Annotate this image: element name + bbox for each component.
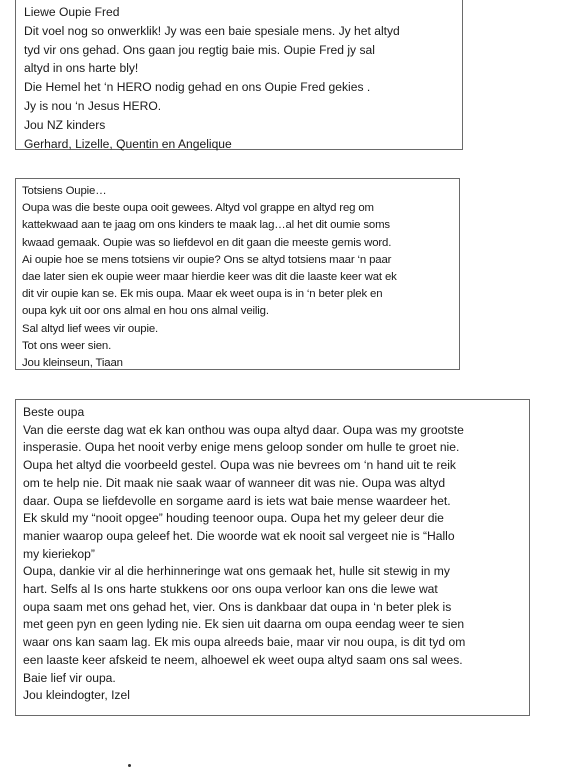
note-line: oupa saam met ons gehad het, vier. Ons is dankbaar dat oupa in ‘n beter plek is	[23, 599, 452, 614]
note-line: om te help nie. Dit maak nie saak waar of wanneer dit was nie. Oupa was altyd	[23, 475, 446, 490]
scan-speck	[128, 764, 131, 767]
note-line: kwaad gemaak. Oupie was so liefdevol en dit gaan die meeste gemis word.	[22, 236, 392, 249]
note-line: hart. Selfs al Is ons harte stukkens oor ons oupa verloor kan ons die lewe wat	[23, 582, 438, 597]
note-signature: Jou kleinseun, Tiaan	[22, 357, 123, 370]
note-line: Oupa was die beste oupa ooit gewees. Altyd vol grappe en altyd reg om	[22, 202, 374, 215]
note-line: oupa kyk uit oor ons almal en hou ons almal veilig.	[22, 305, 269, 318]
note-line: Oupa, dankie vir al die herhinneringe wat ons gemaak het, hulle sit stewig in my	[23, 564, 450, 579]
note-line: Oupa het altyd die voorbeeld gestel. Oupa was nie bevrees om ‘n hand uit te reik	[23, 458, 456, 473]
note-line: Tot ons weer sien.	[22, 339, 112, 352]
note-line: Ek skuld my “nooit opgee” houding teenoor oupa. Oupa het my geleer deur die	[23, 511, 444, 526]
note-line: een laaste keer afskeid te neem, alhoewel ek weet oupa altyd saam ons sal wees.	[23, 652, 463, 667]
note-line: my kieriekop”	[23, 546, 95, 561]
note-line: manier waarop oupa geleef het. Die woorde wat ek nooit sal vergeet nie is “Hallo	[23, 528, 455, 543]
note-line: Dit voel nog so onwerklik! Jy was een baie spesiale mens. Jy het altyd	[24, 23, 400, 38]
note-line: altyd in ons harte bly!	[24, 61, 139, 76]
note-greeting: Liewe Oupie Fred	[24, 5, 120, 19]
note-line: waar ons kan saam lag. Ek mis oupa alreeds baie, maar vir nou oupa, is dit tyd om	[23, 635, 466, 650]
note-line: Baie lief vir oupa.	[23, 670, 116, 685]
note-line: daar. Oupa se liefdevolle en sorgame aard is iets wat baie mense waardeer het.	[23, 493, 451, 508]
note-greeting: Totsiens Oupie…	[22, 185, 107, 197]
note-line: Jou NZ kinders	[24, 117, 106, 132]
note-line: Die Hemel het ‘n HERO nodig gehad en ons Oupie Fred gekies .	[24, 80, 371, 95]
note-line: Jy is nou ‘n Jesus HERO.	[24, 98, 162, 113]
note-line: Ai oupie hoe se mens totsiens vir oupie? Ons se altyd totsiens maar ‘n paar	[22, 253, 392, 266]
note-line: Van die eerste dag wat ek kan onthou was oupa altyd daar. Oupa was my grootste	[23, 422, 464, 437]
tribute-box-izel	[15, 399, 530, 716]
note-line: Sal altyd lief wees vir oupie.	[22, 322, 159, 335]
note-line: met geen pyn en geen lyding nie. Ek sien uit daarna om oupa eendag weer te sien	[23, 617, 465, 632]
note-line: kattekwaad aan te jaag om ons kinders te maak lag…al het dit oumie soms	[22, 219, 390, 232]
note-line: dit vir oupie kan se. Ek mis oupa. Maar ek weet oupa is in ‘n beter plek en	[22, 288, 383, 301]
tribute-box-nz-children	[15, 0, 463, 150]
note-line: tyd vir ons gehad. Ons gaan jou regtig baie mis. Oupie Fred jy sal	[24, 42, 375, 57]
note-signature: Gerhard, Lizelle, Quentin en Angelique	[24, 136, 232, 151]
note-line: insperasie. Oupa het nooit verby enige mens geloop sonder om hulle te groet nie.	[23, 440, 460, 455]
note-signature: Jou kleindogter, Izel	[23, 688, 130, 703]
note-greeting: Beste oupa	[23, 405, 85, 419]
tribute-box-tiaan	[15, 178, 460, 370]
note-line: dae later sien ek oupie weer maar hierdie keer was dit die laaste keer wat ek	[22, 271, 397, 284]
